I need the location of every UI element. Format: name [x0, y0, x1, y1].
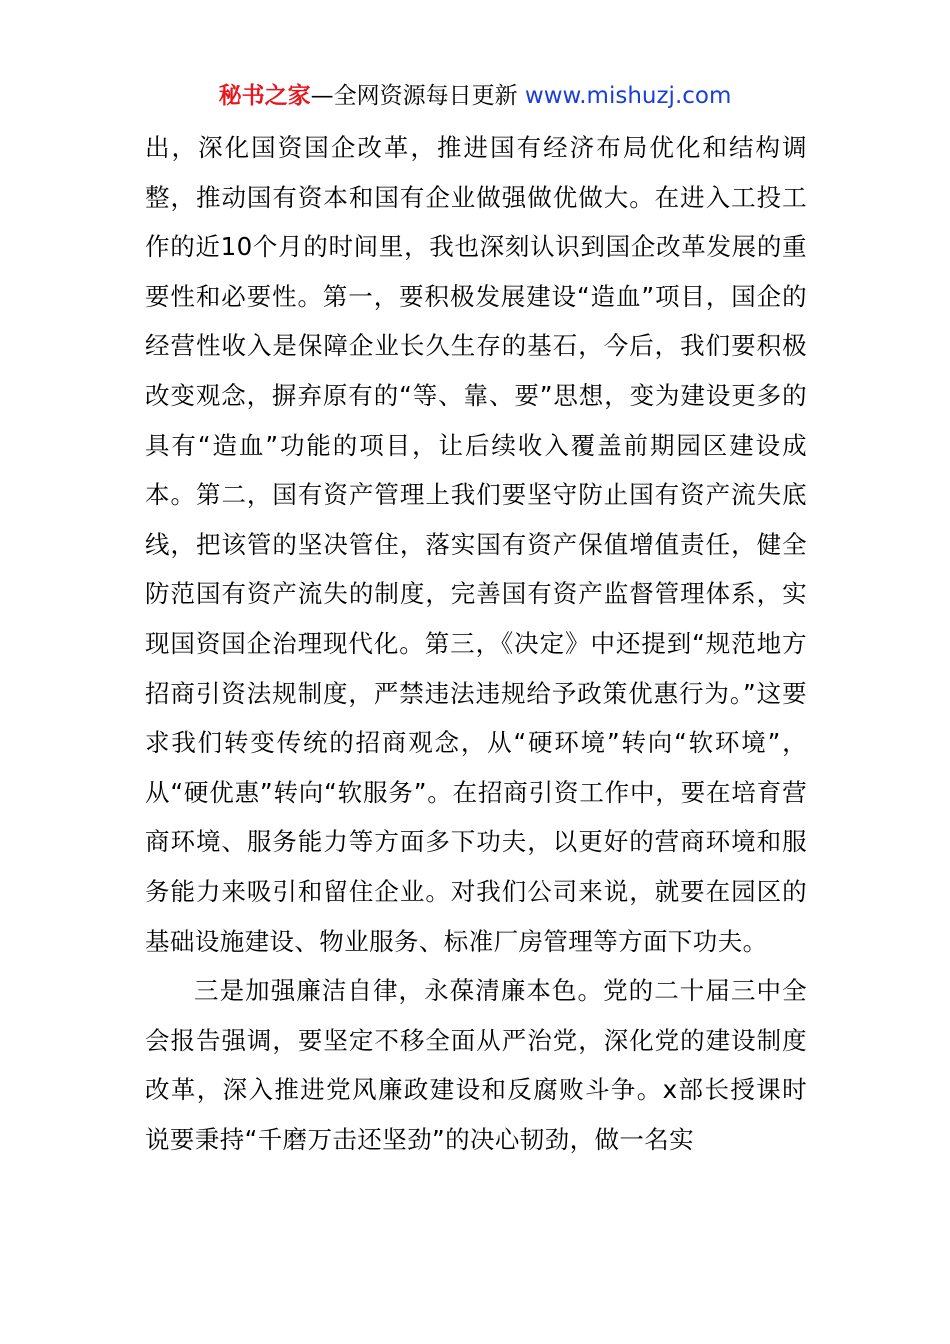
brand-name: 秘书之家: [218, 83, 311, 109]
site-header: [0, 80, 950, 112]
paragraph-continuation: 出，深化国资国企改革，推进国有经济布局优化和结构调整，推动国有资本和国有企业做强做优做大。在进入工投工作的近10个月的时间里，我也深刻认识到国企改革发展的重要性和必要性。第一，要积极发展建设“造血”项目，国企的经营性收入是保障企业长久生存的基石，今后，我们要积极改变观念，摒弃原有的“等、靠、要”思想，变为建设更多的具有“造血”功能的项目，让后续收入覆盖前期园区建设成本。第二，国有资产管理上我们要坚守防止国有资产流失底线，把该管的坚决管住，落实国有资产保值增值责任，健全防范国有资产流失的制度，完善国有资产监督管理体系，实现国资国企治理现代化。第三，《决定》中还提到“规范地方招商引资法规制度，严禁违法违规给予政策优惠行为。”这要求我们转变传统的招商观念，从“硬环境”转向“软环境”，从“硬优惠”转向“软服务”。在招商引资工作中，要在培育营商环境、服务能力等方面多下功夫，以更好的营商环境和服务能力来吸引和留住企业。对我们公司来说，就要在园区的基础设施建设、物业服务、标准厂房管理等方面下功夫。: [145, 133, 807, 956]
header-tagline: —全网资源每日更新: [310, 83, 525, 109]
document-body: [145, 123, 807, 1164]
paragraph-integrity: 三是加强廉洁自律，永葆清廉本色。党的二十届三中全会报告强调，要坚定不移全面从严治党，深化党的建设制度改革，深入推进党风廉政建设和反腐败斗争。x部长授课时说要秉持“千磨万击还坚劲”的决心韧劲，做一名实: [145, 976, 807, 1154]
site-url[interactable]: www.mishuzj.com: [524, 83, 732, 109]
